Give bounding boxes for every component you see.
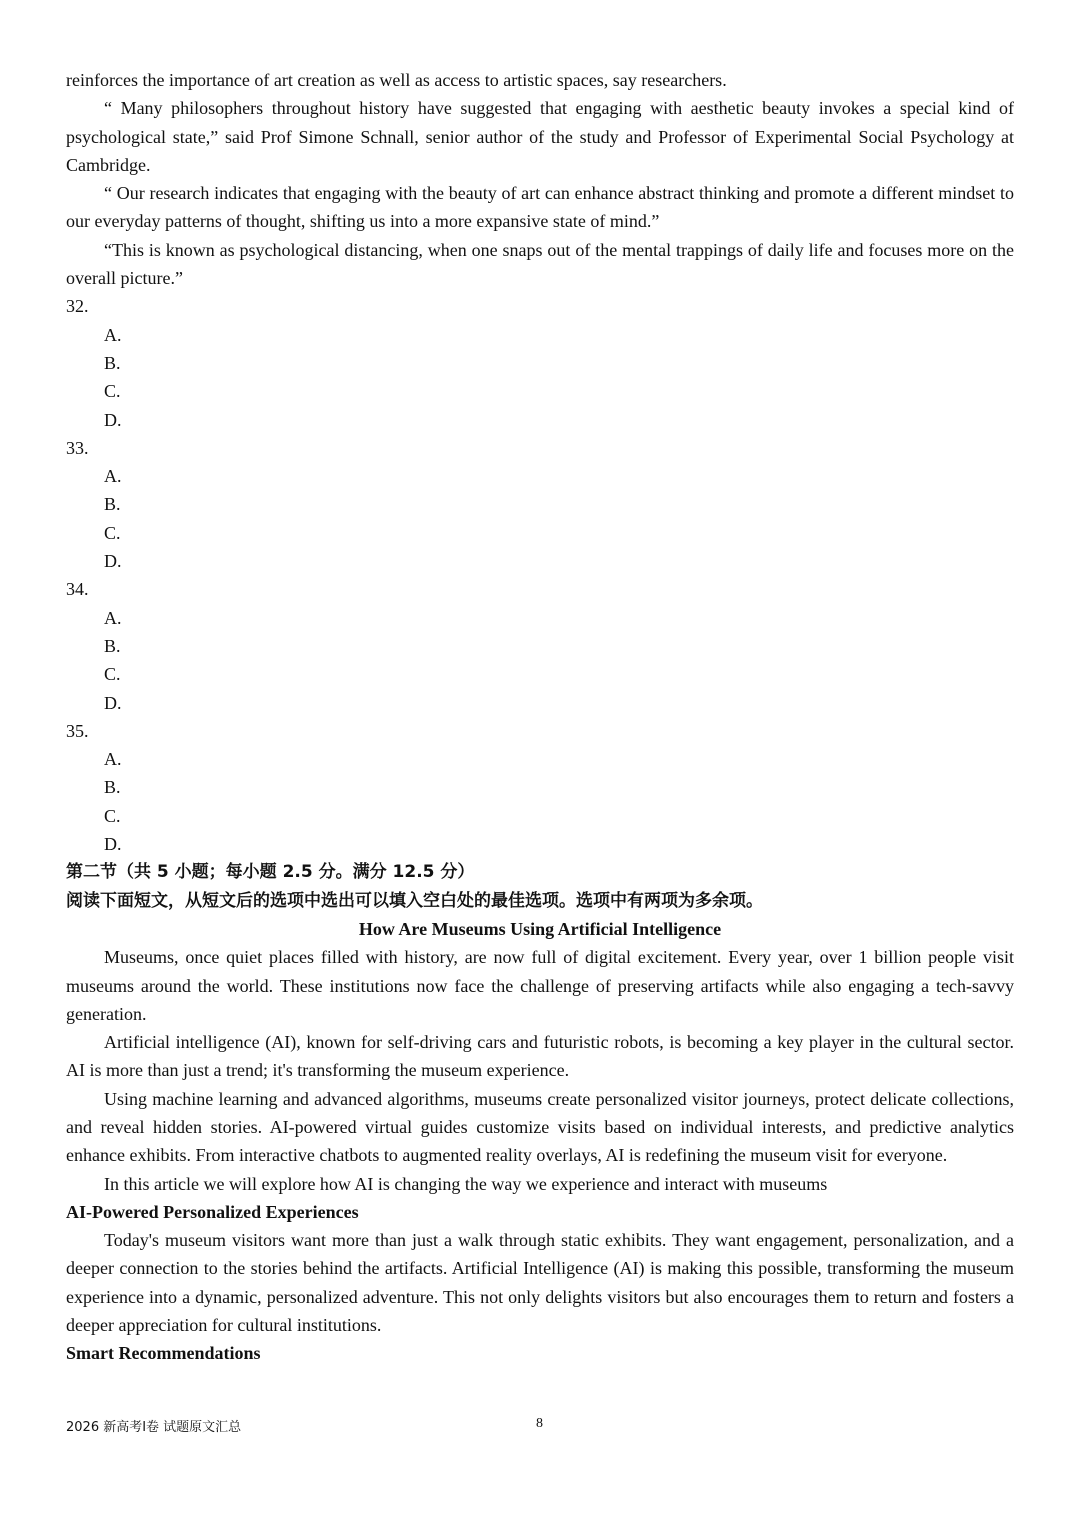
option-b: B. xyxy=(104,352,121,373)
section-instruction: 阅读下面短文，从短文后的选项中选出可以填入空白处的最佳选项。选项中有两项为多余项。 xyxy=(66,890,763,911)
option-a: A. xyxy=(104,749,122,770)
option-b: B. xyxy=(104,494,121,515)
question-number: 32. xyxy=(66,296,89,317)
page-footer xyxy=(66,1416,1014,1438)
option-c: C. xyxy=(104,664,121,685)
footer-title: 2026 新高考I卷 试题原文汇总 xyxy=(66,1420,242,1435)
option-c: C. xyxy=(104,522,121,543)
paragraph: Artificial intelligence (AI), known for self-driving cars and futuristic robots, is becoming a key player in the cultural sector. AI is more than just a trend; it's transforming the museum experience. xyxy=(66,1032,1014,1081)
option-d: D. xyxy=(104,409,122,430)
paragraph: “ Our research indicates that engaging with the beauty of art can enhance abstract thinking and promote a different mindset to our everyday patterns of thought, shifting us into a more expansive state of mind.” xyxy=(66,183,1014,232)
section-heading: 第二节（共 5 小题；每小题 2.5 分。满分 12.5 分） xyxy=(66,862,475,883)
option-c: C. xyxy=(104,381,121,402)
question-32 xyxy=(66,292,1014,433)
option-d: D. xyxy=(104,551,122,572)
option-c: C. xyxy=(104,805,121,826)
paragraph: “ Many philosophers throughout history have suggested that engaging with aesthetic beauty invokes a special kind of psychological state,” said Prof Simone Schnall, senior author of the study and Professor of Experimental Social Psychology at Cambridge. xyxy=(66,98,1014,175)
paragraph: “This is known as psychological distancing, when one snaps out of the mental trappings of daily life and focuses more on the overall picture.” xyxy=(66,239,1014,289)
option-a: A. xyxy=(104,607,122,628)
question-number: 33. xyxy=(66,437,89,458)
question-number: 34. xyxy=(66,579,89,600)
subheading: AI-Powered Personalized Experiences xyxy=(66,1201,359,1222)
question-35 xyxy=(66,717,1014,858)
option-d: D. xyxy=(104,834,122,855)
page-content xyxy=(66,66,1014,1368)
question-34 xyxy=(66,575,1014,716)
paragraph: Museums, once quiet places filled with history, are now full of digital excitement. Every year, over 1 billion people visit museums around the world. These institutions now face the challenge of preserving artifacts while also engaging a tech-savvy generation. xyxy=(66,947,1014,1024)
paragraph: Using machine learning and advanced algorithms, museums create personalized visitor journeys, protect delicate collections, and reveal hidden stories. AI-powered virtual guides customize visits based on individual interests, and predictive analytics enhance exhibits. From interactive chatbots to augmented reality overlays, AI is redefining the museum visit for everyone. xyxy=(66,1088,1014,1166)
option-a: A. xyxy=(104,466,122,487)
question-33 xyxy=(66,434,1014,575)
paragraph: reinforces the importance of art creation as well as access to artistic spaces, say researchers. xyxy=(66,70,727,90)
paragraph: Today's museum visitors want more than just a walk through static exhibits. They want engagement, personalization, and a deeper connection to the stories behind the artifacts. Artificial Intelligence (AI) is making this possible, transforming the museum experience into a dynamic, personalized adventure. This not only delights visitors but also encourages them to return and fosters a deeper appreciation for cultural institutions. xyxy=(66,1230,1014,1336)
paragraph: In this article we will explore how AI is changing the way we experience and interact with museums xyxy=(104,1173,828,1194)
option-b: B. xyxy=(104,635,121,656)
option-a: A. xyxy=(104,324,122,345)
subheading: Smart Recommendations xyxy=(66,1343,261,1364)
page-number: 8 xyxy=(536,1416,543,1431)
option-b: B. xyxy=(104,777,121,798)
option-d: D. xyxy=(104,692,122,713)
question-number: 35. xyxy=(66,720,89,741)
article-title: How Are Museums Using Artificial Intelligence xyxy=(358,918,722,939)
